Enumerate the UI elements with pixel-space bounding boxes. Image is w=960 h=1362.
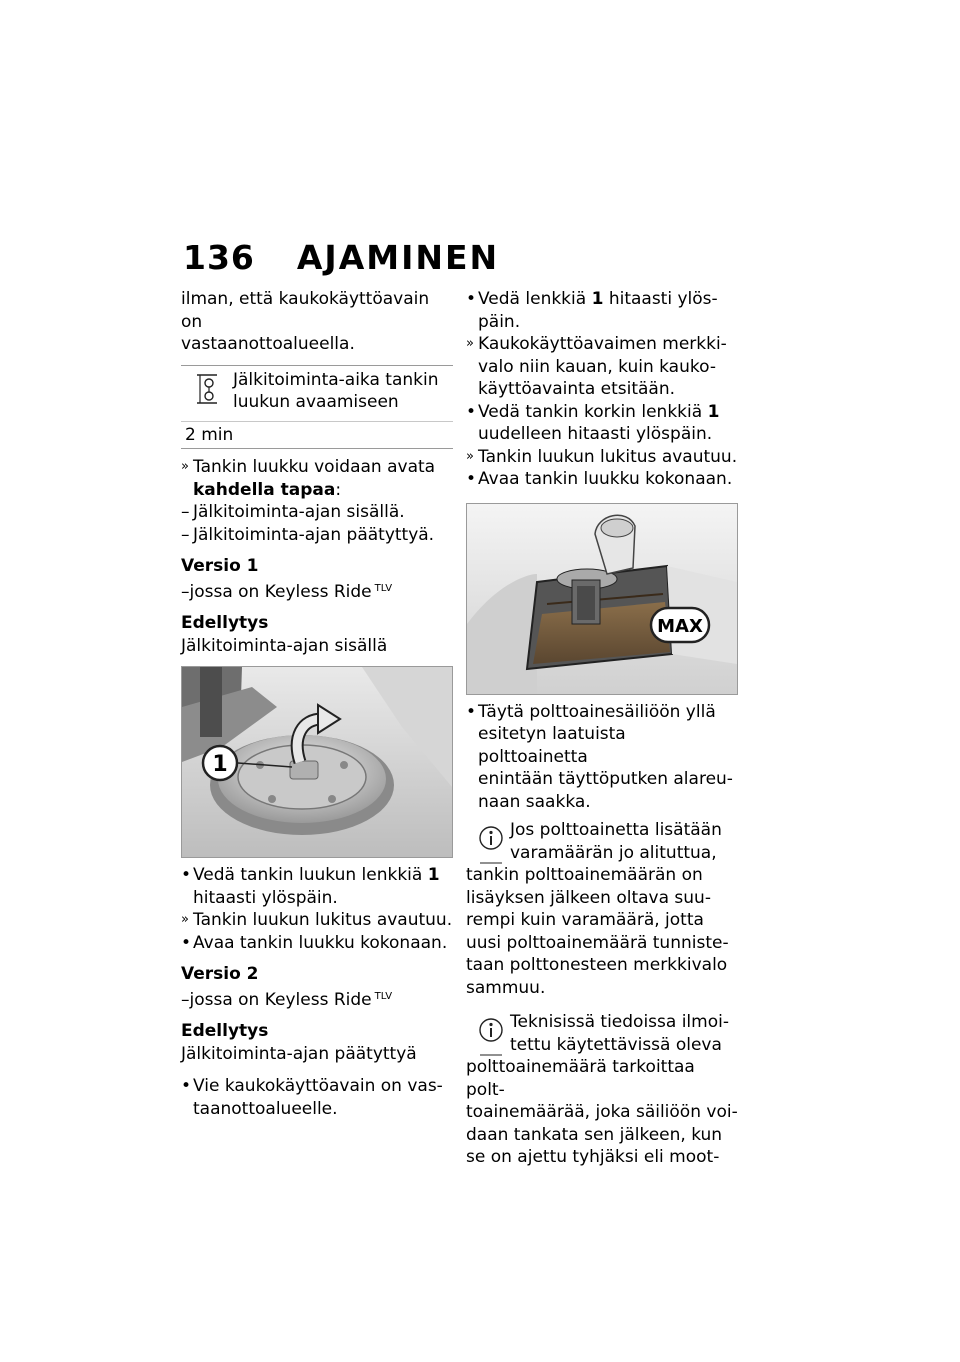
step-ref: 1: [707, 401, 720, 422]
step-ref: 1: [427, 865, 440, 885]
step-text: hitaasti ylös-: [608, 289, 718, 309]
result-arrow: »: [181, 459, 189, 474]
bullet-dot: •: [466, 289, 477, 309]
dash: –: [181, 524, 190, 545]
right-column: [466, 288, 738, 1169]
step-text: Vie kaukokäyttöavain on vas-: [193, 1076, 443, 1096]
note-line: rempi kuin varamäärä, jotta: [466, 910, 704, 930]
note-line: lisäyksen jälkeen oltava suu-: [466, 887, 711, 908]
version-heading: Versio 2: [181, 964, 259, 984]
step-item: [181, 932, 453, 955]
dash-item: [181, 524, 453, 547]
step-ref: 1: [591, 289, 604, 309]
figure-callout-max: MAX: [657, 615, 703, 637]
result-text: Tankin luukun lukitus avautuu.: [478, 446, 738, 467]
step-item: [181, 864, 453, 909]
result-item: [466, 333, 738, 401]
dash-item: [181, 501, 453, 524]
result-item: [181, 456, 453, 501]
result-item: [466, 446, 738, 469]
bullet-dot: •: [181, 1076, 192, 1096]
bullet-dot: •: [181, 865, 192, 885]
spec-value: 2 min: [185, 424, 234, 445]
intro-line: ilman, että kaukokäyttöavain on: [181, 289, 430, 332]
note-line: varamäärän jo alituttua,: [510, 842, 717, 863]
result-arrow: »: [466, 448, 474, 464]
note-line: uusi polttoainemäärä tunniste-: [466, 932, 729, 953]
step-item: [466, 468, 738, 491]
figure-tank-cap-lever: [181, 666, 453, 858]
step-text: uudelleen hitaasti ylöspäin.: [478, 424, 713, 444]
step-text: taanottoalueelle.: [193, 1098, 338, 1119]
info-icon: [478, 825, 504, 872]
left-column: [181, 288, 453, 1120]
prerequisite-heading: Edellytys: [181, 613, 269, 633]
step-text: päin.: [478, 311, 521, 332]
note-line: daan tankata sen jälkeen, kun: [466, 1124, 723, 1145]
step-text: Täytä polttoainesäiliöön yllä: [478, 701, 716, 722]
bullet-dot: •: [466, 469, 477, 489]
note-line: se on ajettu tyhjäksi eli moot-: [466, 1147, 720, 1167]
spec-table: [181, 365, 453, 450]
step-text: Vedä lenkkiä: [478, 289, 587, 309]
note-line: toainemäärää, joka säiliöön voi-: [466, 1102, 738, 1122]
info-note: [466, 819, 738, 999]
note-line: tankin polttoainemäärän on: [466, 865, 703, 885]
result-text: Kaukokäyttöavaimen merkki-: [478, 334, 727, 354]
note-line: polttoainemäärä tarkoittaa polt-: [466, 1057, 695, 1100]
section-title: AJAMINEN: [296, 238, 500, 277]
info-icon: [478, 1017, 504, 1064]
result-text: Tankin luukun lukitus avautuu.: [193, 910, 453, 930]
step-item: [466, 288, 738, 333]
result-punct: :: [335, 479, 342, 500]
spec-header: [181, 366, 453, 422]
result-arrow: »: [181, 912, 189, 927]
figure-tank-max-level: [466, 503, 738, 695]
step-text: Avaa tankin luukku kokonaan.: [478, 469, 733, 489]
note-line: sammuu.: [466, 977, 546, 998]
page-header: [183, 238, 499, 278]
version-sub: –jossa on Keyless Ride $^{TLV}$: [181, 581, 393, 602]
spec-label: luukun avaamiseen: [233, 392, 399, 412]
result-item: [181, 909, 453, 932]
note-line: Jos polttoainetta lisätään: [510, 820, 722, 840]
figure-callout-1: 1: [212, 752, 228, 777]
step-item: [181, 1075, 453, 1120]
step-text: enintään täyttöputken alareu-: [478, 769, 733, 789]
info-note: [466, 1011, 738, 1169]
prerequisite-text: Jälkitoiminta-ajan sisällä: [181, 635, 388, 656]
dash: –: [181, 502, 190, 522]
note-line: taan polttonesteen merkkivalo: [466, 955, 728, 975]
result-text: valo niin kauan, kuin kauko-: [478, 356, 716, 377]
result-arrow: »: [466, 336, 474, 351]
note-line: tettu käytettävissä oleva: [510, 1034, 722, 1055]
step-text: naan saakka.: [478, 791, 591, 812]
version-heading: Versio 1: [181, 556, 259, 576]
prerequisite-heading: Edellytys: [181, 1021, 269, 1041]
dash-text: Jälkitoiminta-ajan sisällä.: [193, 502, 405, 522]
step-text: Vedä tankin luukun lenkkiä: [193, 865, 423, 885]
prerequisite-text: Jälkitoiminta-ajan päätyttyä: [181, 1043, 417, 1064]
step-item: [466, 701, 738, 814]
version-sub: –jossa on Keyless Ride $^{TLV}$: [181, 989, 393, 1010]
result-text: Tankin luukku voidaan avata: [193, 457, 436, 477]
dash-text: Jälkitoiminta-ajan päätyttyä.: [193, 524, 435, 545]
result-bold: kahdella tapaa: [193, 479, 336, 500]
bullet-dot: •: [181, 932, 192, 953]
result-text: käyttöavainta etsitään.: [478, 379, 676, 399]
step-text: hitaasti ylöspäin.: [193, 887, 338, 908]
intro-line: vastaanottoalueella.: [181, 334, 355, 354]
timer-spec-icon: [195, 372, 219, 413]
step-item: [466, 401, 738, 446]
bullet-dot: •: [466, 401, 477, 422]
step-text: esitetyn laatuista polttoainetta: [478, 724, 626, 767]
page-number: 136: [183, 238, 255, 277]
bullet-dot: •: [466, 701, 477, 722]
spec-label: Jälkitoiminta-aika tankin: [233, 369, 439, 390]
step-text: Avaa tankin luukku kokonaan.: [193, 932, 448, 953]
step-text: Vedä tankin korkin lenkkiä: [478, 401, 703, 422]
note-line: Teknisissä tiedoissa ilmoi-: [510, 1012, 729, 1032]
